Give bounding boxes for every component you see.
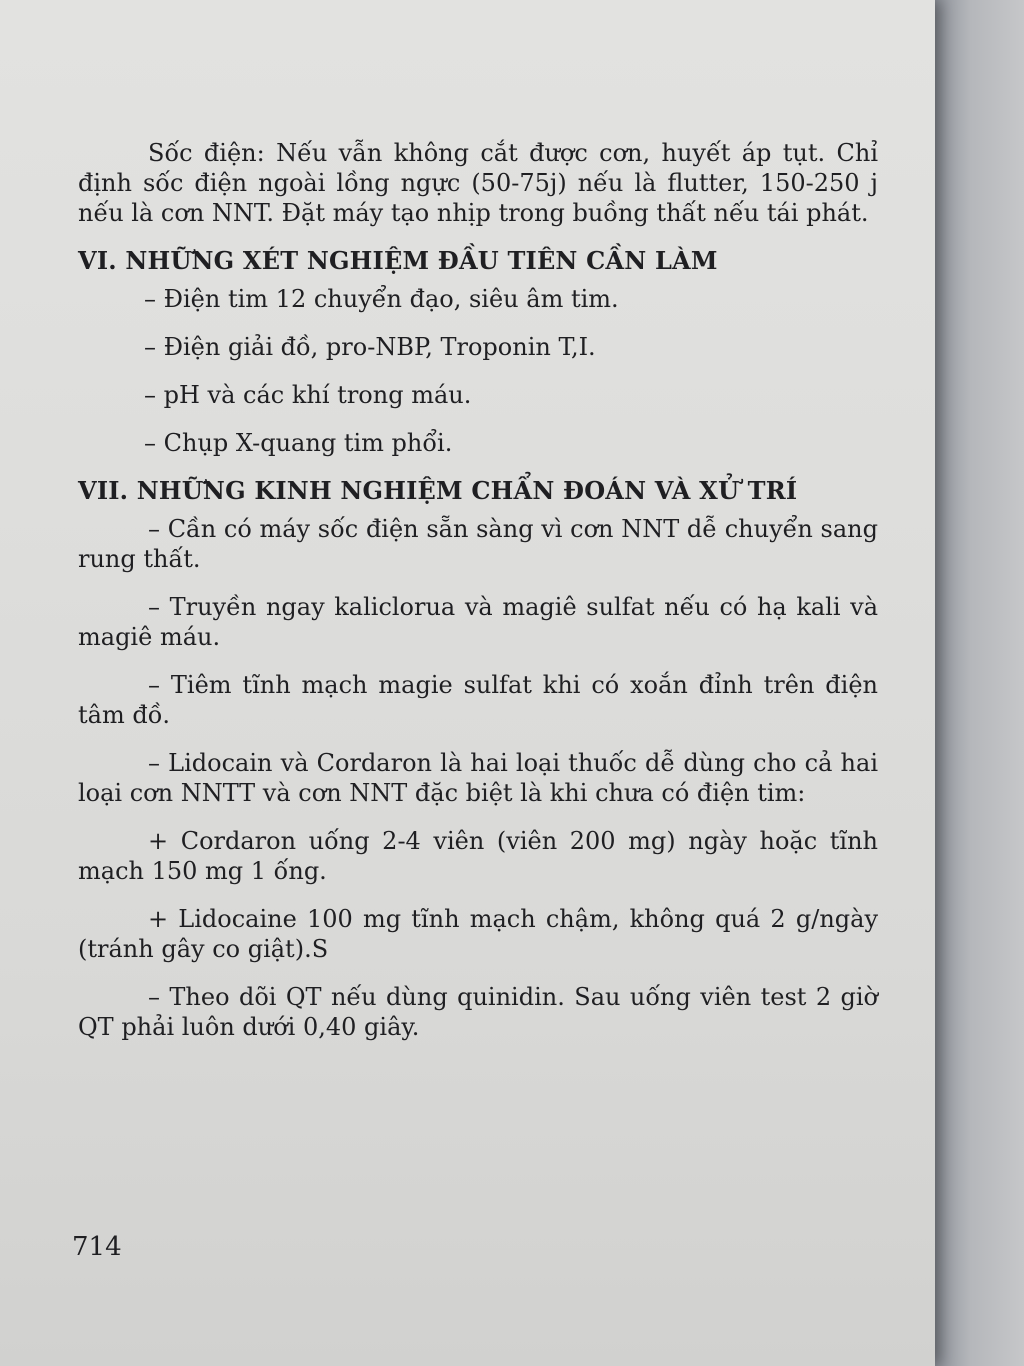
section-6-item-2: – Điện giải đồ, pro-NBP, Troponin T,I.: [144, 333, 596, 361]
section-7-item-4: – Lidocain và Cordaron là hai loại thuốc dễ dùng cho cả hai loại cơn NNTT và cơn NNT đặc biệt là khi chưa có điện tim:: [78, 749, 878, 807]
section-6-item-1: – Điện tim 12 chuyển đạo, siêu âm tim.: [144, 285, 619, 313]
section-7-item-6: + Lidocaine 100 mg tĩnh mạch chậm, không quá 2 g/ngày (tránh gây co giật).S: [78, 905, 878, 963]
paragraph-soc-dien: Sốc điện: Nếu vẫn không cắt được cơn, huyết áp tụt. Chỉ định sốc điện ngoài lồng ngực (50-75j) nếu là flutter, 150-250 j nếu là cơn NNT. Đặt máy tạo nhịp trong buồng thất nếu tái phát.: [78, 139, 878, 227]
section-7-item-5: + Cordaron uống 2-4 viên (viên 200 mg) ngày hoặc tĩnh mạch 150 mg 1 ống.: [78, 827, 878, 885]
section-7-item-7: – Theo dõi QT nếu dùng quinidin. Sau uống viên test 2 giờ QT phải luôn dưới 0,40 giây.: [78, 983, 878, 1041]
section-6-item-3: – pH và các khí trong máu.: [144, 381, 472, 409]
section-7-heading: VII. NHỮNG KINH NGHIỆM CHẨN ĐOÁN VÀ XỬ TRÍ: [78, 476, 798, 505]
underlying-page: [935, 0, 1024, 1366]
page-body: [78, 138, 878, 1060]
section-6-item-4: – Chụp X-quang tim phổi.: [144, 429, 453, 457]
section-7-item-3: – Tiêm tĩnh mạch magie sulfat khi có xoắn đỉnh trên điện tâm đồ.: [78, 671, 878, 729]
section-7-item-2: – Truyền ngay kaliclorua và magiê sulfat nếu có hạ kali và magiê máu.: [78, 593, 878, 651]
page-number: 714: [72, 1232, 122, 1262]
section-7-item-1: – Cần có máy sốc điện sẵn sàng vì cơn NNT dễ chuyển sang rung thất.: [78, 515, 878, 573]
section-6-heading: VI. NHỮNG XÉT NGHIỆM ĐẦU TIÊN CẦN LÀM: [78, 246, 718, 275]
